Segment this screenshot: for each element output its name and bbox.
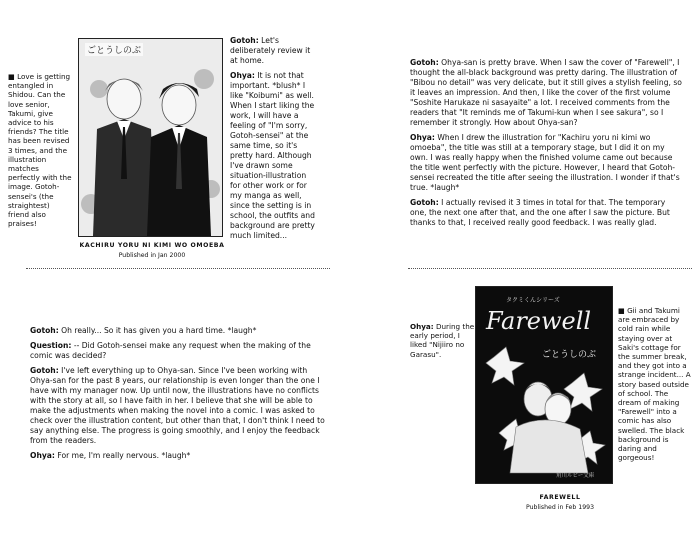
dialogue-line [410,198,682,228]
dialogue-block-top-right [410,58,682,233]
dialogue-line [30,451,330,461]
caption-title-kachiru: KACHIRU YORU NI KIMI WO OMOEBA [79,242,225,249]
cover-farewell-illustration [475,286,613,484]
speaker-name: Ohya: [230,71,255,80]
divider-top-left [26,268,330,269]
cover-author-japanese: ごとうしのぶ [85,43,143,56]
speaker-name: Gotoh: [30,366,59,375]
speaker-name: Question: [30,341,72,350]
speaker-name: Ohya: [30,451,55,460]
cover-publisher-label: 角川ルビー文庫 [556,473,595,479]
dialogue-line [230,71,318,241]
side-note-text: ■ Gii and Takumi are embraced by cold rain while staying over at Saki's cottage for the summer break, and they got into a strange incident... A story based outside of school. The dream of making "Farewell" into a comic has also swelled. The black background is daring and gorgeous! [618,306,691,462]
caption-published-farewell: Published in Feb 1993 [525,504,595,511]
speaker-name: Ohya: [410,322,434,331]
speech-text: I actually revised it 3 times in total for that. The temporary one, the next one after that, and the one after I saw the picture. But thanks to that, I received really good feedback. I was really glad. [410,198,670,227]
dialogue-line [230,36,318,66]
caption-published-kachiru: Published in Jan 2000 [118,252,186,259]
dialogue-line [410,133,682,193]
caption-title-farewell: FAREWELL [539,494,581,501]
cover-art-kachiru [79,39,222,236]
cover-author-japanese: ごとうしのぶ [542,350,597,360]
dialogue-line [410,58,682,128]
speaker-name: Gotoh: [30,326,59,335]
dialogue-line [30,366,330,446]
dialogue-line [30,326,330,336]
side-note-farewell [618,306,692,462]
cover-title-farewell: Farewell [486,307,592,335]
side-note-text: ■ Love is getting entangled in Shidou. Can the love senior, Takumi, give advice to his friends? The title has been revised 3 times, and the illustration matches perfectly with the image. Gotoh-sensei's (the straightest) friend also praises! [8,72,72,228]
dialogue-line [30,341,330,361]
speaker-name: Gotoh: [230,36,259,45]
speech-text: Oh really... So it has given you a hard time. *laugh* [61,326,257,335]
side-note-kachiru [8,72,72,228]
speech-text: Ohya-san is pretty brave. When I saw the cover of "Farewell", I thought the all-black background was pretty daring. The illustration of "Bibou no detail" was very delicate, but it still gives a stylish feeling, so it leaves an impression. And then, I like the cover of the first volume "Soshite Harukaze ni sasayaite" a lot. I received comments from the readers that "It reminds me of Takumi-kun when I see sakura", so I remember it strongly. How about Ohya-san? [410,58,682,127]
speech-text: It is not that important. *blush* I like "Koibumi" as well. When I start liking the work, I will have a feeling of "I'm sorry, Gotoh-sensei" at the same time, so it's pretty hard. Although I've drawn some situation-illustration for other work or for my manga as well, since the setting is in school, the outfits and background are pretty much limited... [230,71,315,240]
speaker-name: Gotoh: [410,198,439,207]
cover-kachiru-illustration [78,38,223,237]
speech-text: During the early period, I liked "Nijiiro no Garasu". [410,322,475,359]
note-ohya-nijiiro [410,322,476,359]
divider-top-right [408,268,692,269]
speech-text: I've left everything up to Ohya-san. Since I've been working with Ohya-san for the past 8 years, our relationship is even longer than the one I have with my manager now. Up until now, the illustrations have no conflicts with the story at all, so I have faith in her. I believe that she will be able to make the adjustments when making the novel into a comic. I was asked to check over the illustration content, but other than that, I don't think I need to say anything else. The progress is going smoothly, and I enjoy the feedback from the readers. [30,366,325,445]
cover-series-japanese: タクミくんシリーズ [506,297,560,304]
dialogue-block-top-left [230,36,318,246]
speech-text: For me, I'm really nervous. *laugh* [57,451,191,460]
speaker-name: Gotoh: [410,58,439,67]
dialogue-block-bottom-left [30,326,330,466]
speech-text: When I drew the illustration for "Kachiru yoru ni kimi wo omoeba", the title was still at a temporary stage, but I did it on my own. I was really happy when the finished volume came out because the title went perfectly with the picture. However, I heard that Gotoh-sensei recreated the title after seeing the illustration. I wonder if that's true. *laugh* [410,133,680,192]
speech-text: Let's deliberately review it at home. [230,36,311,65]
speech-text: -- Did Gotoh-sensei make any request when the making of the comic was decided? [30,341,311,360]
speaker-name: Ohya: [410,133,435,142]
